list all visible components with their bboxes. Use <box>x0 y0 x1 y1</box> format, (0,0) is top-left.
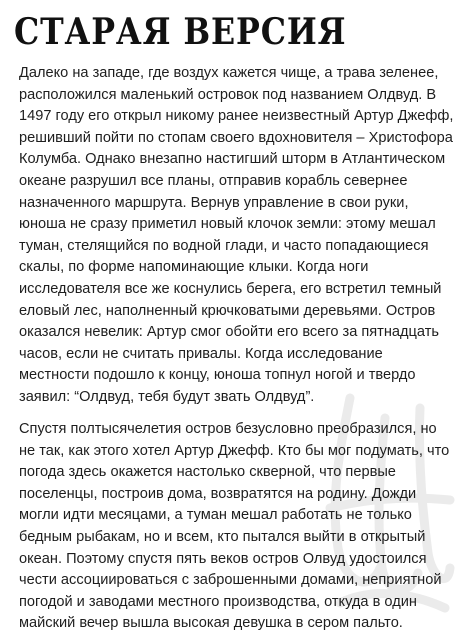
paragraph-2: Спустя полтысячелетия остров безусловно преобразился, но не так, как этого хотел Артур Джефф. Кто бы мог подумать, что погода здесь окажется настолько скверной, что первые поселенцы, построив дома, возвратятся на родину. Дожди могли идти месяцами, а туман мешал работать не только бедным рыбакам, но и всем, кто пытался выйти в открытый океан. Поэтому спустя пять веков остров Олвуд удостоился чести ассоциироваться с заброшенными домами, неприятной погодой и заводами местного производства, откуда в один майский вечер вышла высокая девушка в сером пальто. <box>19 421 450 632</box>
paragraph-1: Далеко на западе, где воздух кажется чище, а трава зеленее, расположился маленький островок под названием Олдвуд. В 1497 году его открыл никому ранее неизвестный Артур Джефф, решивший пойти по стопам своего вдохновителя – Христофора Колумба. Однако внезапно настигший шторм в Атлантическом океане разрушил все планы, отправив корабль севернее назначенного маршрута. Вернув управление в свои руки, юноша не сразу приметил новый клочок земли: этому мешал туман, стелящийся по водной глади, и часто попадающиеся скалы, по форме напоминающие клыки. Когда ноги исследователя все же коснулись берега, его встретил темный еловый лес, наполненный крючковатыми деревьями. Остров оказался невелик: Артур смог обойти его всего за пятнадцать часов, если не считать привалы. Когда исследование местности подошло к концу, юноша топнул ногой и твердо заявил: “Олдвуд, тебя будут звать Олдвуд”. <box>19 65 454 405</box>
page-title: СТАРАЯ ВЕРСИЯ <box>14 11 347 53</box>
